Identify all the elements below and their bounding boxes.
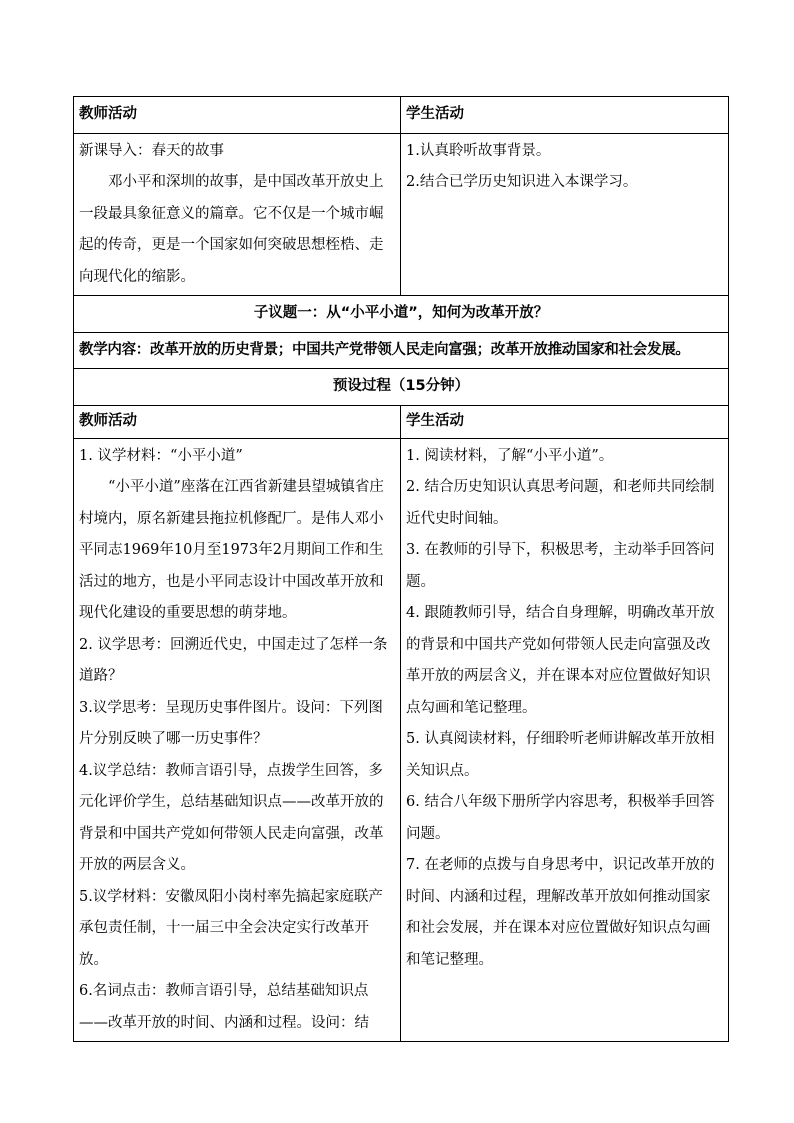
student-step: 4. 跟随教师引导，结合自身理解，明确改革开放的背景和中国共产党如何带领人民走向富强及改革开放的两层含义，并在课本对应位置做好知识点勾画和笔记整理。: [406, 605, 715, 716]
process-title: 预设过程（15分钟）: [74, 369, 729, 406]
student-activity-header: 学生活动: [401, 97, 729, 134]
intro-teacher-cell: [74, 133, 401, 296]
teacher-step: 6.名词点击：教师言语引导，总结基础知识点——改革开放的时间、内涵和过程。设问：结: [79, 983, 369, 1031]
student-step: 6. 结合八年级下册所学内容思考，积极举手回答问题。: [406, 794, 715, 842]
student-step: 2. 结合历史知识认真思考问题，和老师共同绘制近代史时间轴。: [406, 479, 715, 527]
teacher-material-paragraph: “小平小道”座落在江西省新建县望城镇省庄村境内，原名新建县拖拉机修配厂。是伟人邓小平同志1969年10月至1973年2月期间工作和生活过的地方，也是小平同志设计中国改革开放和现代化建设的重要思想的萌芽地。: [79, 479, 384, 621]
intro-row: [74, 133, 729, 296]
student-step: 1. 阅读材料，了解“小平小道”。: [406, 447, 614, 464]
teacher-activity-header: 教师活动: [74, 97, 401, 134]
teaching-content: 教学内容：改革开放的历史背景；中国共产党带领人民走向富强；改革开放推动国家和社会发展。: [74, 332, 729, 369]
teacher-step: 2. 议学思考：回溯近代史，中国走过了怎样一条道路？: [79, 636, 388, 684]
intro-student-cell: [401, 133, 729, 296]
teacher-step: 5.议学材料：安徽凤阳小岗村率先搞起家庭联产承包责任制，十一届三中全会决定实行改革开放。: [79, 888, 383, 968]
student-activity-header-2: 学生活动: [401, 405, 729, 438]
header-row: [74, 97, 729, 134]
header-row-2: [74, 405, 729, 438]
intro-student-item: 2.结合已学历史知识进入本课学习。: [406, 174, 638, 190]
student-step: 7. 在老师的点拨与自身思考中，识记改革开放的时间、内涵和过程，理解改革开放如何推动国家和社会发展，并在课本对应位置做好知识点勾画和笔记整理。: [406, 857, 715, 968]
lesson-plan-table: [73, 96, 729, 1042]
process-row: [74, 369, 729, 406]
teacher-activity-header-2: 教师活动: [74, 405, 401, 438]
teacher-step: 3.议学思考：呈现历史事件图片。设问：下列图片分别反映了哪一历史事件？: [79, 699, 383, 747]
intro-teacher-paragraph: 邓小平和深圳的故事，是中国改革开放史上一段最具象征意义的篇章。它不仅是一个城市崛起的传奇，更是一个国家如何突破思想桎梏、走向现代化的缩影。: [79, 174, 384, 285]
student-step: 3. 在教师的引导下，积极思考，主动举手回答问题。: [406, 542, 715, 590]
intro-teacher-line: 新课导入：春天的故事: [79, 142, 224, 159]
main-student-cell: [401, 438, 729, 1042]
main-row: [74, 438, 729, 1042]
teacher-step: 1. 议学材料：“小平小道”: [79, 447, 243, 464]
topic-row: [74, 296, 729, 333]
intro-student-item: 1.认真聆听故事背景。: [406, 142, 551, 159]
teacher-step: 4.议学总结：教师言语引导，点拨学生回答，多元化评价学生，总结基础知识点——改革开放的背景和中国共产党如何带领人民走向富强，改革开放的两层含义。: [79, 762, 384, 873]
main-teacher-cell: [74, 438, 401, 1042]
student-step: 5. 认真阅读材料，仔细聆听老师讲解改革开放相关知识点。: [406, 731, 715, 779]
sub-topic-title: 子议题一：从“小平小道”，知何为改革开放？: [74, 296, 729, 333]
content-row: [74, 332, 729, 369]
